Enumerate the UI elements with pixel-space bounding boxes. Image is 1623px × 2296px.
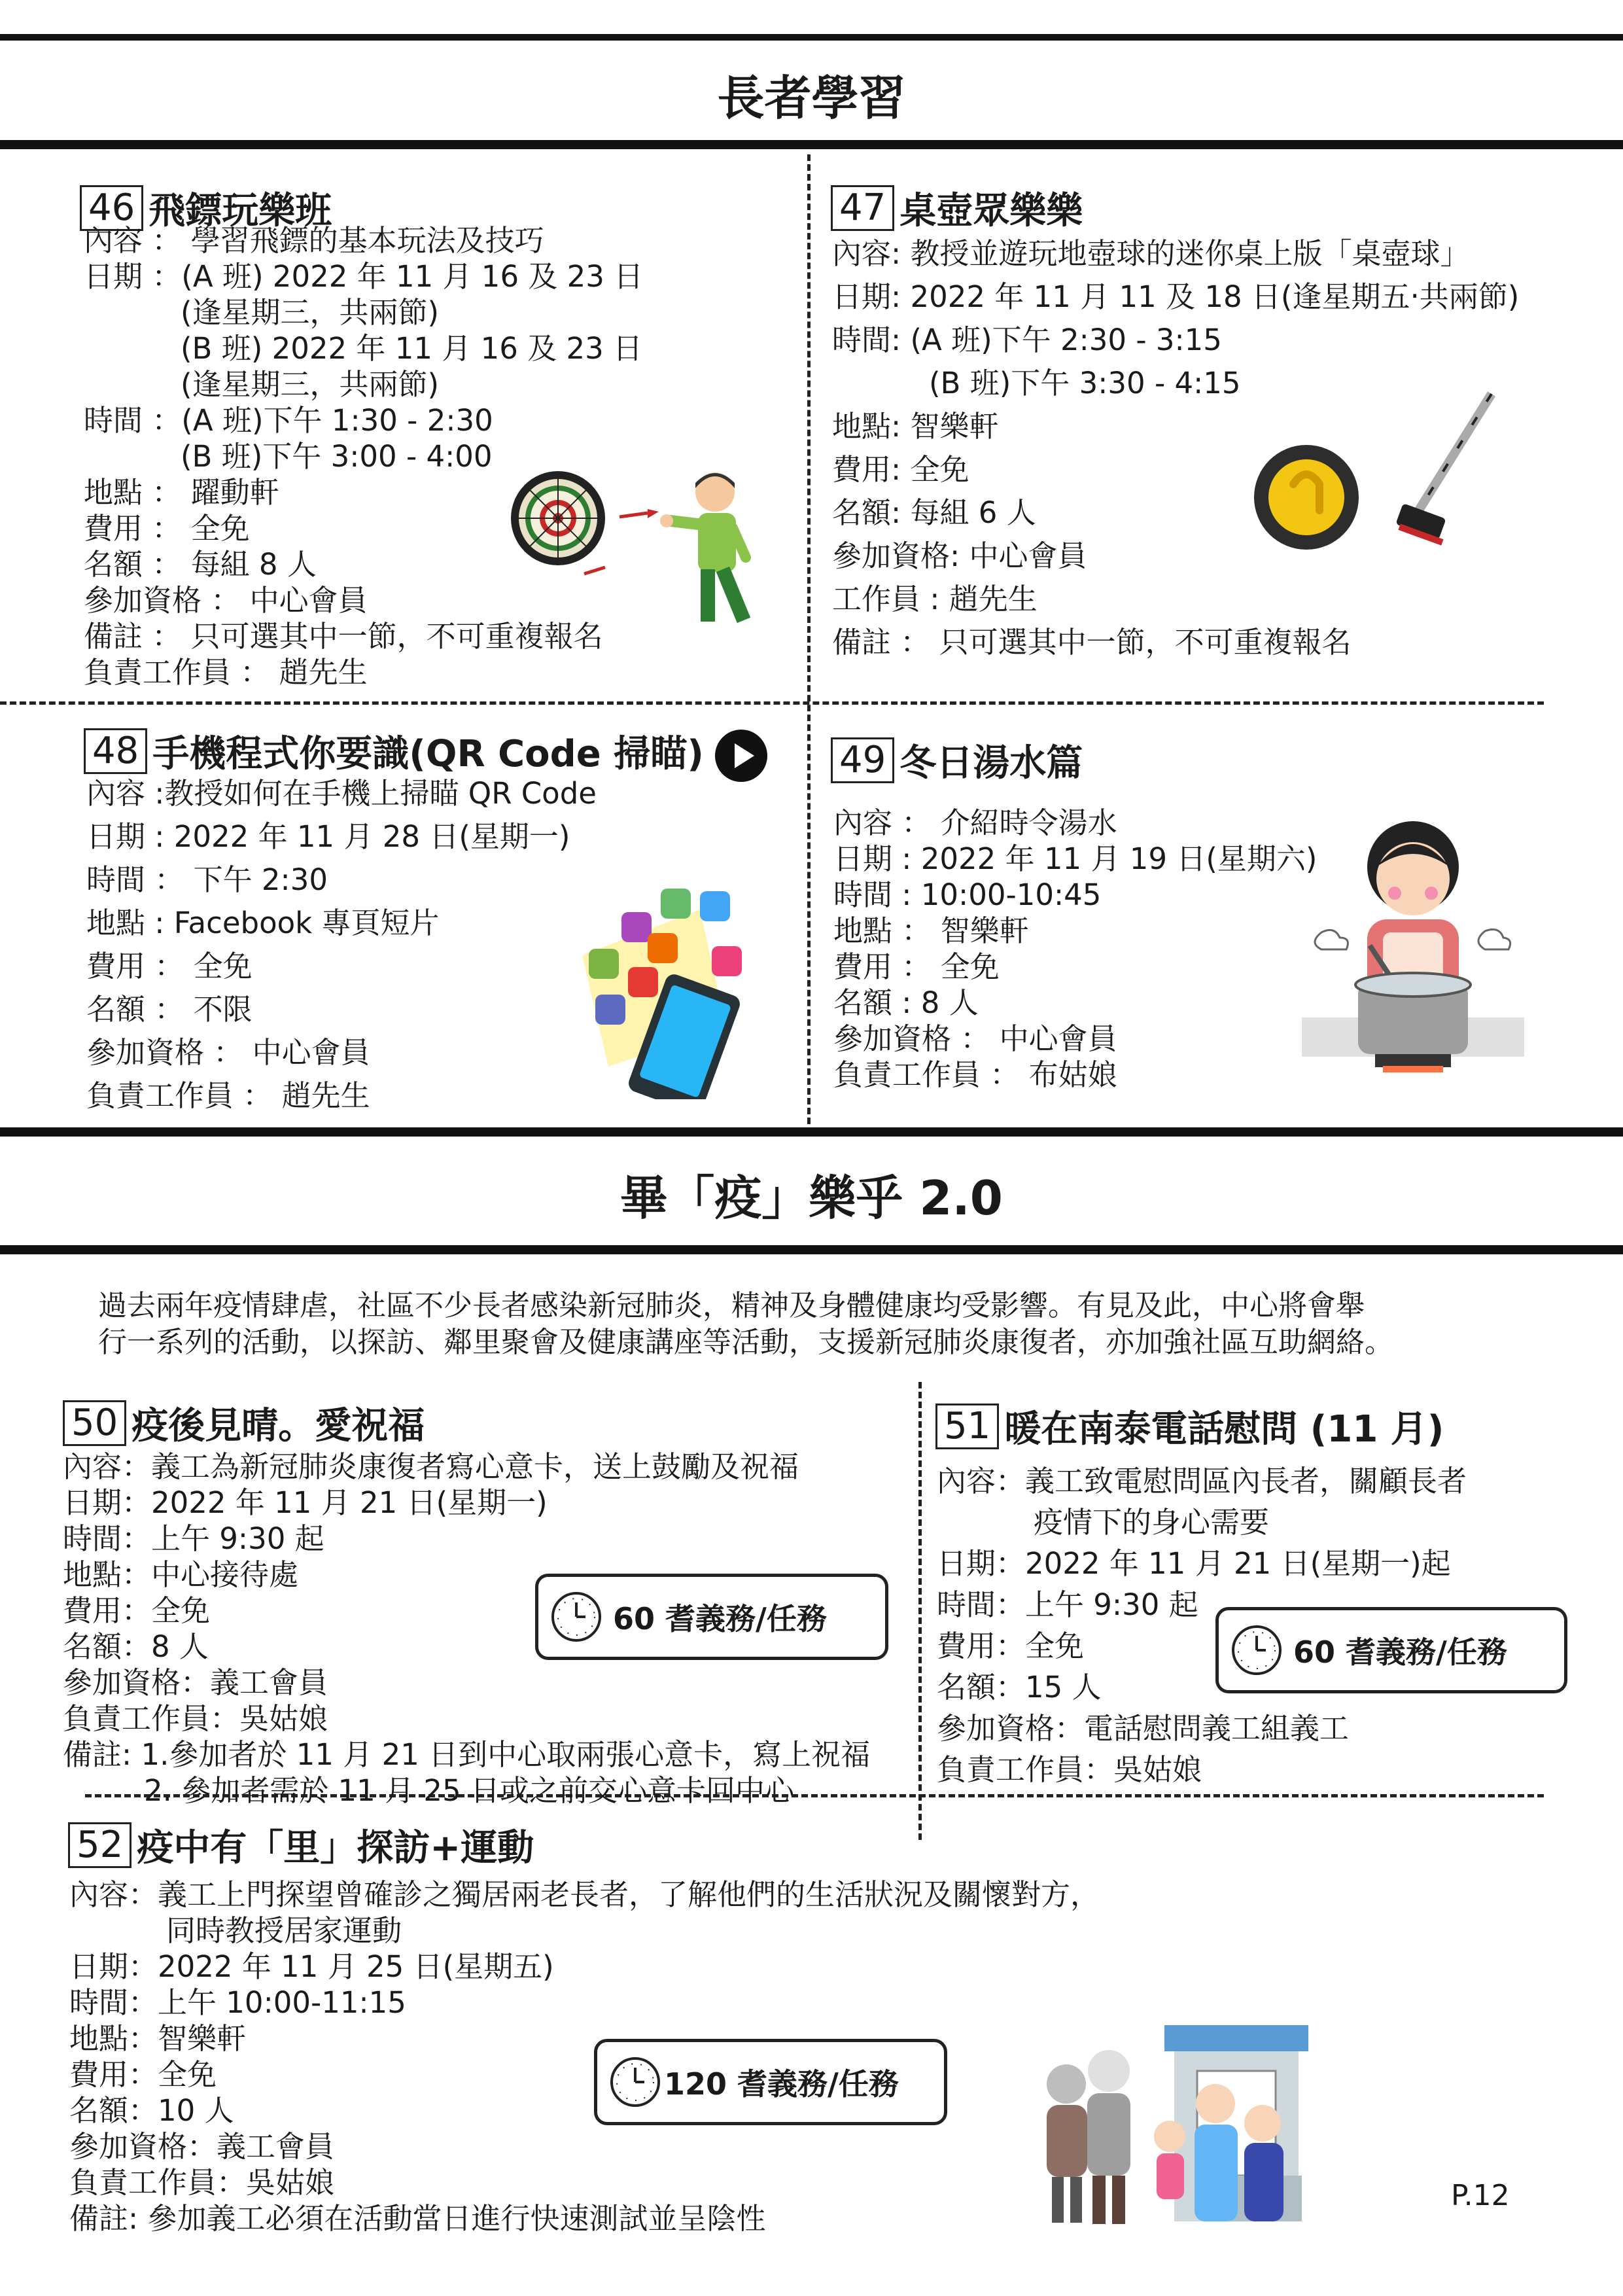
activity-47-title-row (831, 182, 1083, 234)
detail-line: 名額 ： 每組 8 人 (84, 547, 317, 582)
app-icon (621, 912, 652, 942)
detail-line: (B 班)下午 3:30 - 4:15 (929, 366, 1241, 400)
section-intro (98, 1288, 1537, 1361)
detail-line: 名額 ： 不限 (86, 992, 253, 1027)
detail-line: 內容 :教授如何在手機上掃瞄 QR Code (86, 776, 597, 811)
smartphone-apps-illustration (569, 883, 765, 1099)
child-icon (1154, 2121, 1185, 2199)
detail-line: 內容：義工致電慰問區內長者，關顧長者 (937, 1464, 1467, 1498)
detail-line: 內容: 教授並遊玩地壺球的迷你桌上版「桌壺球」 (832, 236, 1470, 271)
activity-50-title-row (63, 1397, 425, 1449)
activity-48-details (86, 772, 597, 1118)
detail-line: (B 班) 2022 年 11 月 16 及 23 日 (181, 331, 643, 366)
section-rule (0, 140, 1623, 149)
detail-line: 名額：8 人 (63, 1629, 209, 1664)
detail-line: 負責工作員：吳姑娘 (937, 1752, 1202, 1787)
section-title-elder-learning: 長者學習 (717, 71, 906, 126)
page-number: P.12 (1451, 2179, 1510, 2212)
detail-line: 參加資格: 中心會員 (832, 539, 1087, 573)
detail-line: 備註: 參加義工必須在活動當日進行快速測試並呈陰性 (69, 2201, 766, 2236)
elderly-person-icon (1087, 2050, 1130, 2224)
detail-line: 費用：全免 (69, 2057, 217, 2092)
detail-line: 負責工作員 ： 趙先生 (86, 1078, 370, 1113)
grid-divider-vertical (918, 1382, 922, 1840)
detail-line: 名額：15 人 (937, 1670, 1102, 1704)
play-video-icon[interactable] (713, 728, 769, 784)
activity-49-details (833, 805, 1317, 1093)
volunteer-icon (1244, 2105, 1283, 2221)
detail-line: (逢星期三，共兩節) (181, 295, 440, 330)
home-visit-illustration (1034, 2025, 1321, 2228)
clock-icon (609, 2056, 661, 2108)
darts-illustration (507, 466, 782, 629)
badge-label: 60 耆義務/任務 (613, 1601, 827, 1636)
elderly-person-icon (1047, 2064, 1087, 2223)
activity-51-title-row (935, 1400, 1444, 1453)
badge-label: 120 耆義務/任務 (664, 2066, 899, 2102)
detail-line: 時間 : 10:00-10:45 (833, 877, 1102, 912)
detail-line: 地點：智樂軒 (69, 2021, 247, 2056)
detail-line: 負責工作員：吳姑娘 (69, 2165, 335, 2200)
activity-title: 暖在南泰電話慰問 (11 月) (1004, 1408, 1444, 1451)
activity-title: 疫後見晴。愛祝福 (131, 1405, 425, 1447)
app-icon (712, 946, 742, 976)
detail-line: 地點 ： 躍動軒 (84, 475, 279, 510)
clock-icon (550, 1591, 602, 1643)
app-icon (595, 995, 625, 1025)
activity-number: 51 (935, 1404, 999, 1449)
detail-line: 內容：義工為新冠肺炎康復者寫心意卡，送上鼓勵及祝福 (63, 1449, 799, 1484)
detail-line: 日期 : 2022 年 11 月 19 日(星期六) (833, 841, 1318, 876)
section-rule (0, 1127, 1623, 1137)
volunteer-icon (1195, 2084, 1238, 2221)
soup-pot-icon (1355, 973, 1471, 1072)
activity-number: 50 (63, 1400, 126, 1446)
detail-line: 參加資格 ： 中心會員 (833, 1021, 1117, 1056)
badge-label: 60 耆義務/任務 (1293, 1634, 1507, 1670)
detail-line: 日期: 2022 年 11 月 11 及 18 日(逢星期五‧共兩節) (832, 279, 1520, 314)
activity-title: 冬日湯水篇 (899, 742, 1083, 785)
activity-48-title-row (84, 725, 704, 777)
detail-line: 參加資格：義工會員 (69, 2129, 335, 2164)
dart-player-icon (660, 472, 746, 622)
detail-line: (逢星期三，共兩節) (181, 367, 440, 402)
detail-line: 日期：2022 年 11 月 21 日(星期一) (63, 1485, 548, 1520)
activity-number: 48 (84, 728, 147, 774)
section-title-covid-recovery: 畢「疫」樂乎 2.0 (620, 1171, 1003, 1226)
intro-line: 行一系列的活動，以探訪、鄰里聚會及健康講座等活動，支援新冠肺炎康復者，亦加強社區互助網絡。 (98, 1326, 1393, 1359)
detail-line: 地點: 智樂軒 (832, 409, 999, 444)
detail-line: 備註 ： 只可選其中一節，不可重複報名 (84, 619, 603, 654)
detail-line: 日期 : 2022 年 11 月 28 日(星期一) (86, 819, 570, 854)
detail-line: 負責工作員 ： 布姑娘 (833, 1057, 1117, 1092)
volunteer-hours-badge (1215, 1607, 1567, 1693)
detail-line: 時間 ： 下午 2:30 (86, 862, 328, 897)
top-rule (0, 34, 1623, 41)
detail-line: 時間：上午 10:00-11:15 (69, 1985, 406, 2020)
activity-number: 47 (831, 185, 894, 231)
table-curling-illustration (1246, 386, 1508, 556)
detail-line: 時間：上午 9:30 起 (63, 1521, 324, 1556)
app-icon (661, 889, 691, 919)
detail-line: 地點 ： 智樂軒 (833, 913, 1029, 948)
detail-line: 負責工作員：吳姑娘 (63, 1701, 328, 1736)
detail-line: 費用 ： 全免 (833, 949, 1000, 984)
detail-line: 費用：全免 (937, 1629, 1085, 1663)
curling-stone-icon (1254, 445, 1359, 550)
detail-line: 備註: 1.參加者於 11 月 21 日到中心取兩張心意卡，寫上祝福 (63, 1737, 871, 1772)
detail-line: 內容 ： 介紹時令湯水 (833, 805, 1117, 840)
detail-line: 參加資格：義工會員 (63, 1665, 328, 1700)
activity-number: 46 (80, 185, 143, 231)
activity-title: 桌壺眾樂樂 (899, 190, 1083, 232)
clock-icon (1230, 1624, 1283, 1676)
detail-line: 日期 ：(A 班) 2022 年 11 月 16 及 23 日 (84, 259, 644, 294)
activity-number: 52 (68, 1822, 131, 1868)
curling-pusher-icon (1395, 394, 1492, 546)
app-icon (700, 891, 730, 921)
detail-line: 費用 ： 全免 (86, 949, 253, 983)
detail-line: 地點 : Facebook 專頁短片 (86, 906, 440, 940)
detail-line: 工作員 : 趙先生 (832, 582, 1038, 616)
volunteer-hours-badge (594, 2039, 947, 2125)
detail-line: 2. 參加者需於 11 月 25 日或之前交心意卡回中心 (144, 1773, 794, 1808)
detail-line: 名額 : 8 人 (833, 985, 979, 1020)
detail-line: 日期：2022 年 11 月 25 日(星期五) (69, 1949, 554, 1984)
detail-line: 參加資格 ： 中心會員 (86, 1035, 370, 1070)
grid-divider-horizontal (0, 701, 1544, 705)
detail-line: 時間 ：(A 班)下午 1:30 - 2:30 (84, 403, 493, 438)
detail-line: 同時教授居家運動 (166, 1913, 402, 1948)
dart-icon (620, 509, 659, 518)
detail-line: 名額：10 人 (69, 2093, 234, 2128)
activity-title: 疫中有「里」探訪+運動 (137, 1827, 534, 1869)
detail-line: 疫情下的身心需要 (1034, 1505, 1270, 1540)
activity-49-title-row (831, 734, 1083, 786)
detail-line: 地點：中心接待處 (63, 1557, 299, 1592)
activity-title: 飛鏢玩樂班 (148, 190, 332, 232)
detail-line: 內容 ： 學習飛鏢的基本玩法及技巧 (84, 223, 544, 258)
detail-line: 時間：上午 9:30 起 (937, 1587, 1198, 1622)
activity-title: 手機程式你要識(QR Code 掃瞄) (152, 733, 704, 775)
dartboard-icon (511, 471, 605, 565)
detail-line: 參加資格 ： 中心會員 (84, 583, 368, 618)
app-icon (589, 949, 619, 979)
detail-line: 負責工作員 ： 趙先生 (84, 655, 368, 690)
intro-line: 過去兩年疫情肆虐，社區不少長者感染新冠肺炎，精神及身體健康均受影響。有見及此，中心將會舉 (98, 1289, 1365, 1322)
cooking-soup-illustration (1302, 795, 1524, 1083)
detail-line: 費用：全免 (63, 1593, 211, 1628)
detail-line: (B 班)下午 3:00 - 4:00 (181, 439, 493, 474)
volunteer-hours-badge (535, 1574, 888, 1660)
detail-line: 日期：2022 年 11 月 21 日(星期一)起 (937, 1546, 1451, 1581)
detail-line: 名額: 每組 6 人 (832, 495, 1036, 530)
detail-line: 費用: 全免 (832, 452, 969, 487)
detail-line: 內容：義工上門探望曾確診之獨居兩老長者，了解他們的生活狀況及關懷對方， (69, 1877, 1100, 1912)
detail-line: 費用 ： 全免 (84, 511, 250, 546)
activity-52-title-row (68, 1819, 534, 1871)
detail-line: 時間: (A 班)下午 2:30 - 3:15 (832, 323, 1222, 357)
activity-number: 49 (831, 737, 894, 783)
app-icon (628, 967, 658, 997)
detail-line: 備註 ： 只可選其中一節，不可重複報名 (832, 625, 1352, 660)
section-rule (0, 1245, 1623, 1254)
grid-divider-vertical (807, 154, 811, 1124)
detail-line: 參加資格：電話慰問義工組義工 (937, 1711, 1350, 1746)
app-icon (648, 933, 678, 963)
dart-icon (584, 567, 605, 574)
